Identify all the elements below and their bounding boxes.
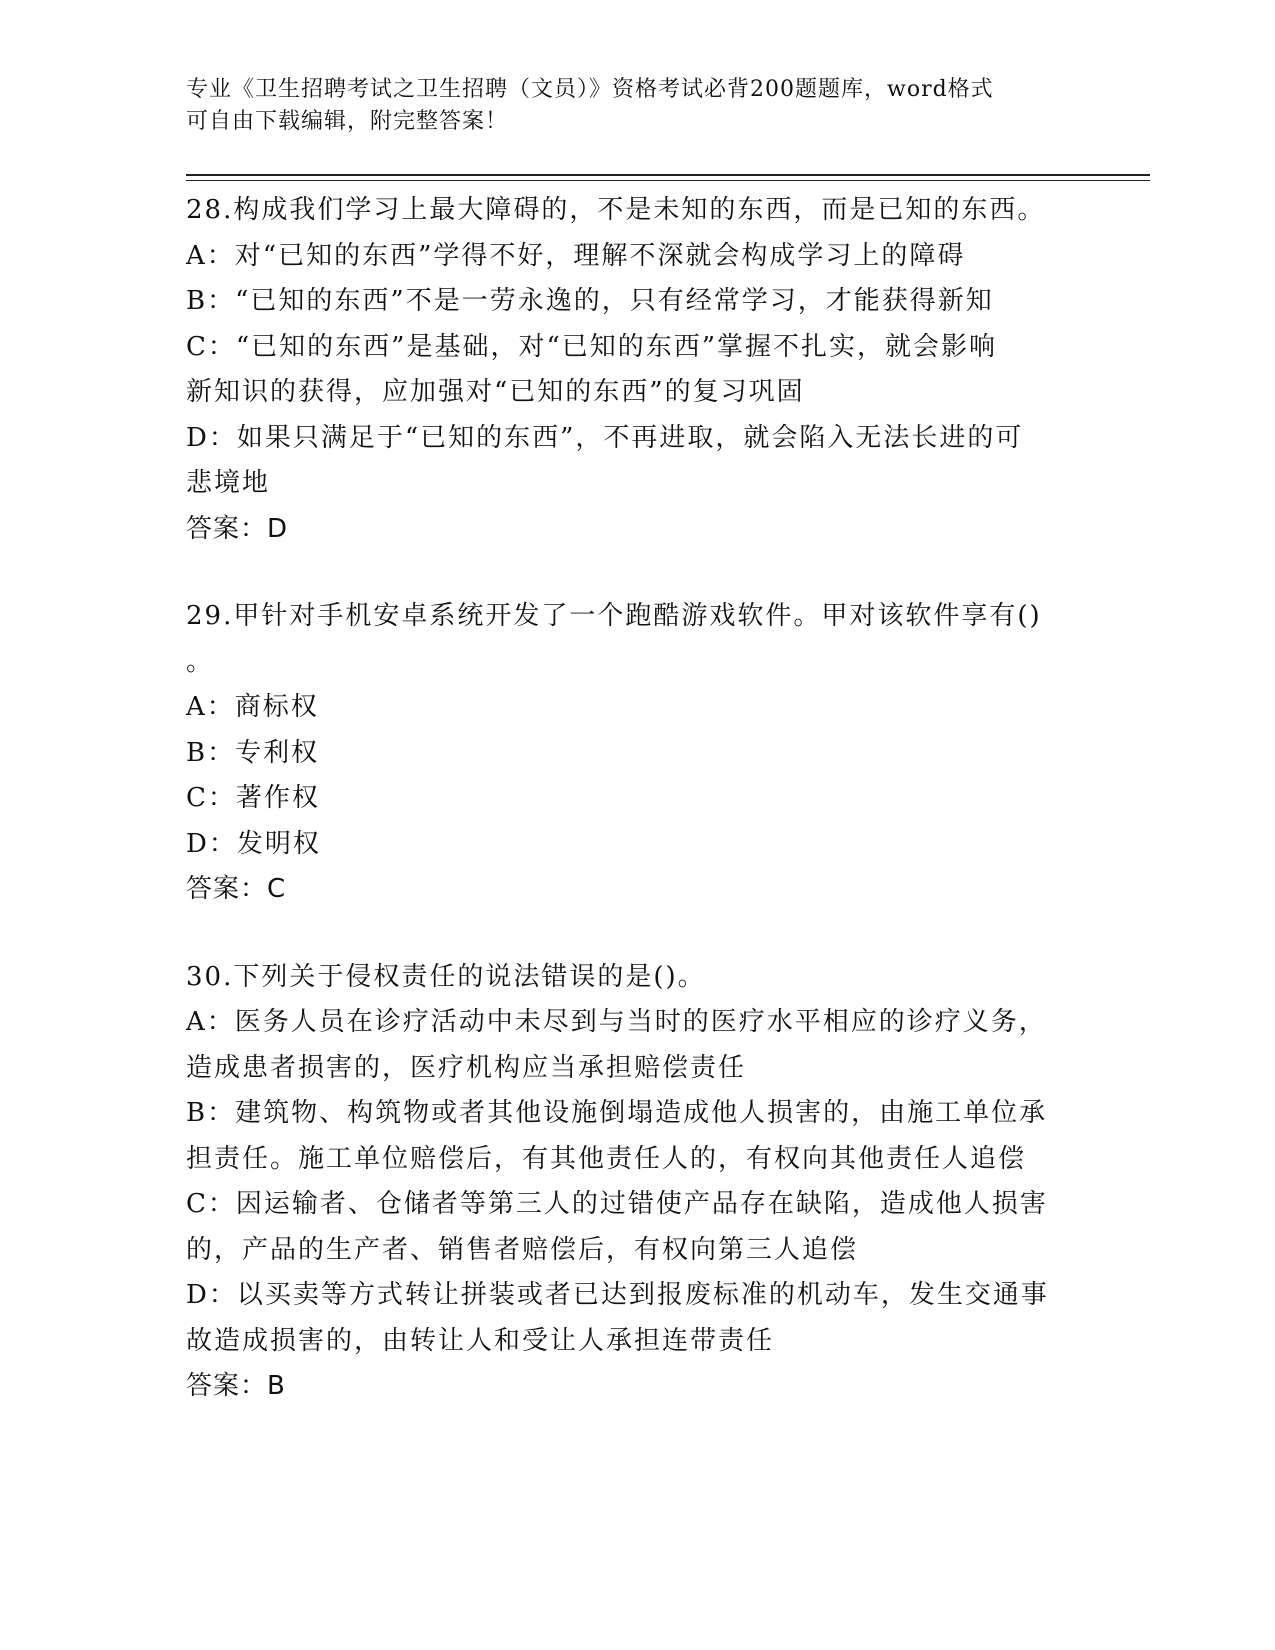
option-c: C：著作权: [186, 783, 320, 813]
answer-label: 答案：C: [186, 874, 287, 904]
answer-label: 答案：B: [186, 1371, 286, 1401]
answer-label: 答案：D: [186, 513, 289, 544]
option-c-continued: 的，产品的生产者、销售者赔偿后，有权向第三人追偿: [186, 1234, 859, 1265]
option-b-continued: 担责任。施工单位赔偿后，有其他责任人的，有权向其他责任人追偿: [186, 1143, 1027, 1174]
document-header: [186, 74, 1066, 138]
option-b: B：建筑物、构筑物或者其他设施倒塌造成他人损害的，由施工单位承: [186, 1098, 1048, 1128]
option-c-continued: 新知识的获得，应加强对“已知的东西”的复习巩固: [186, 377, 805, 407]
option-d-continued: 故造成损害的，由转让人和受让人承担连带责任: [186, 1325, 775, 1356]
question-stem-continued: 。: [186, 646, 215, 677]
option-d: D：发明权: [186, 828, 321, 859]
question-stem: 29.甲针对手机安卓系统开发了一个跑酷游戏软件。甲对该软件享有(): [186, 601, 1042, 631]
header-divider-thin: [186, 180, 1150, 181]
header-line-2: 可自由下载编辑，附完整答案！: [186, 109, 509, 134]
question-block: [186, 955, 1066, 1410]
option-b: B：专利权: [186, 737, 320, 768]
question-spacer: [186, 913, 1066, 955]
option-a: A：医务人员在诊疗活动中未尽到与当时的医疗水平相应的诊疗义务，: [186, 1007, 1047, 1037]
question-block: [186, 594, 1066, 913]
question-stem: 28.构成我们学习上最大障碍的，不是未知的东西，而是已知的东西。: [186, 195, 1046, 225]
option-d: D：如果只满足于“已知的东西”，不再进取，就会陷入无法长进的可: [186, 422, 1024, 453]
question-spacer: [186, 552, 1066, 594]
question-block: [186, 188, 1066, 552]
option-a-continued: 造成患者损害的，医疗机构应当承担赔偿责任: [186, 1052, 747, 1083]
option-d-continued: 悲境地: [186, 468, 271, 498]
option-d: D：以买卖等方式转让拼装或者已达到报废标准的机动车，发生交通事: [186, 1280, 1049, 1310]
header-line-1: 专业《卫生招聘考试之卫生招聘（文员）》资格考试必背200题题库，word格式: [186, 77, 994, 102]
option-a: A：对“已知的东西”学得不好，理解不深就会构成学习上的障碍: [186, 240, 966, 271]
header-divider-thick: [186, 174, 1150, 176]
option-b: B：“已知的东西”不是一劳永逸的，只有经常学习，才能获得新知: [186, 286, 994, 316]
question-stem: 30.下列关于侵权责任的说法错误的是()。: [186, 961, 706, 992]
option-c: C：“已知的东西”是基础，对“已知的东西”掌握不扎实，就会影响: [186, 331, 998, 362]
option-c: C：因运输者、仓储者等第三人的过错使产品存在缺陷，造成他人损害: [186, 1189, 1048, 1219]
question-list: [186, 188, 1066, 1410]
option-a: A：商标权: [186, 692, 319, 722]
